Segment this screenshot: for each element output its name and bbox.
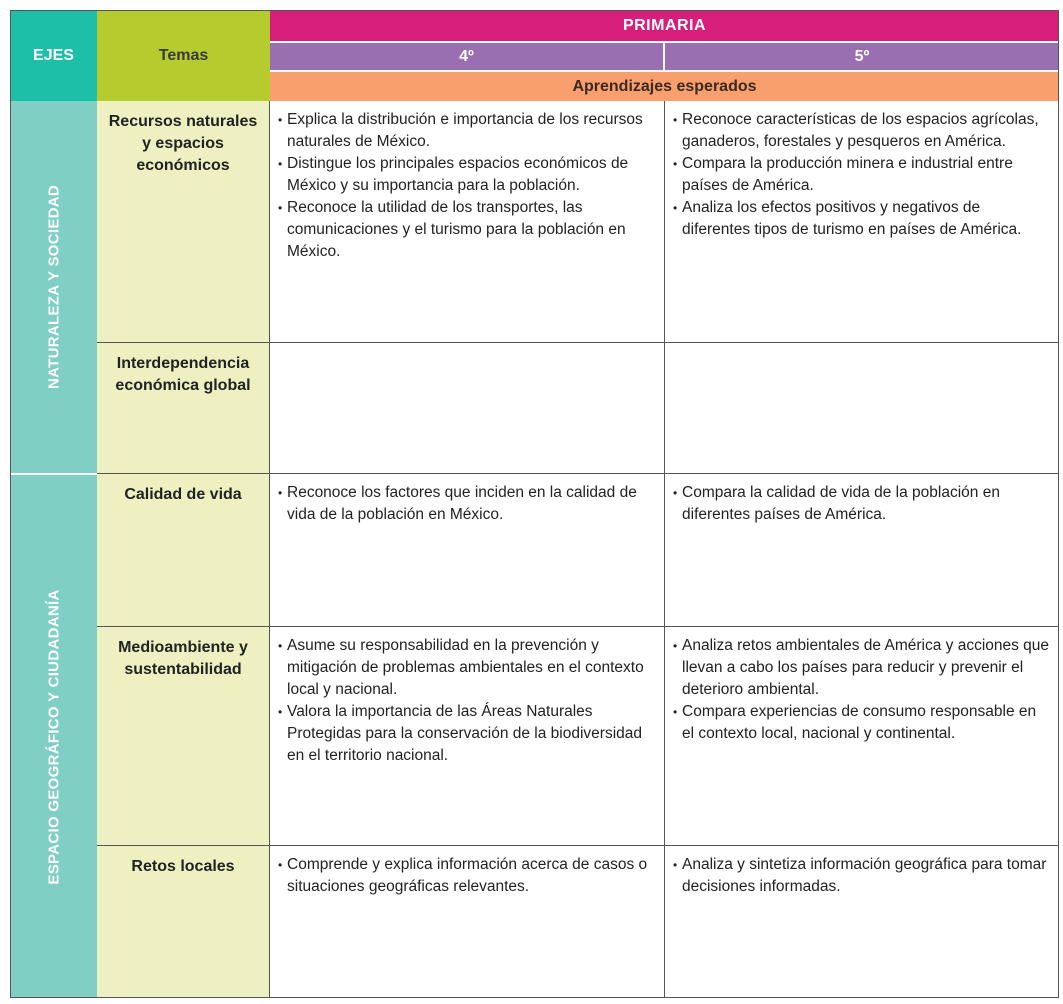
table-top-border — [10, 10, 1059, 11]
list-item: • Analiza retos ambientales de América y acciones que llevan a cabo los países para reducir y prevenir el deterioro ambiental. — [673, 635, 1050, 701]
list-item: • Asume su responsabilidad en la prevención y mitigación de problemas ambientales en el contexto local y nacional. — [278, 635, 656, 701]
list-item: • Distingue los principales espacios económicos de México y su importancia para la población. — [278, 153, 656, 197]
grade-5-cell — [665, 101, 1059, 343]
tema-label: Medioambiente y sustentabilidad — [118, 639, 248, 678]
list-item: • Compara la producción minera e industrial entre países de América. — [673, 153, 1050, 197]
list-item: • Analiza y sintetiza información geográfica para tomar decisiones informadas. — [673, 854, 1050, 898]
tema-cell — [97, 101, 270, 343]
tema-label: Recursos naturales y espacios económicos — [108, 113, 258, 174]
grade-5-cell — [665, 343, 1059, 474]
list-item: • Comprende y explica información acerca de casos o situaciones geográficas relevantes. — [278, 854, 656, 898]
table-right-border — [1058, 10, 1059, 998]
list-item: • Reconoce la utilidad de los transportes, las comunicaciones y el turismo para la población en México. — [278, 197, 656, 263]
grade-4-cell — [270, 343, 665, 474]
grade-column-divider — [664, 101, 665, 998]
tema-label: Interdependencia económica global — [115, 355, 251, 394]
tema-cell — [97, 343, 270, 474]
list-item: • Reconoce los factores que inciden en la calidad de vida de la población en México. — [278, 482, 656, 526]
primaria-header — [270, 10, 1059, 41]
eje-espacio-geografico — [10, 475, 97, 998]
temas-header — [97, 10, 270, 101]
list-item: • Explica la distribución e importancia de los recursos naturales de México. — [278, 109, 656, 153]
aprendizajes-label: Aprendizajes esperados — [572, 77, 757, 95]
tema-cell — [97, 846, 270, 998]
row-divider — [97, 626, 1059, 627]
table-left-border — [10, 10, 11, 998]
ejes-header-label: EJES — [33, 46, 74, 64]
grade-4-cell — [270, 627, 665, 846]
row-divider — [97, 473, 1059, 474]
eje-label: NATURALEZA Y SOCIEDAD — [45, 184, 62, 390]
tema-label: Calidad de vida — [124, 486, 242, 503]
grade-4-header — [270, 43, 663, 70]
primaria-label: PRIMARIA — [622, 16, 707, 34]
list-item: • Analiza los efectos positivos y negativos de diferentes tipos de turismo en países de América. — [673, 197, 1050, 241]
grade-5-label: 5º — [854, 47, 870, 65]
row-divider — [97, 342, 1059, 343]
grade-4-cell — [270, 846, 665, 998]
eje-label: ESPACIO GEOGRÁFICO Y CIUDADANÍA — [45, 588, 62, 885]
list-item: • Compara experiencias de consumo responsable en el contexto local, nacional y continental. — [673, 701, 1050, 745]
grade-5-header — [665, 43, 1059, 70]
aprendizajes-header — [270, 72, 1059, 101]
grade-4-label: 4º — [459, 47, 474, 65]
grade-4-cell — [270, 101, 665, 343]
eje-divider — [11, 473, 97, 475]
tema-label: Retos locales — [131, 858, 235, 875]
grade-5-cell — [665, 627, 1059, 846]
eje-naturaleza-sociedad — [10, 101, 97, 473]
tema-cell — [97, 627, 270, 846]
grade-4-cell — [270, 474, 665, 627]
list-item: • Compara la calidad de vida de la población en diferentes países de América. — [673, 482, 1050, 526]
table-bottom-border — [10, 997, 1059, 998]
temas-header-label: Temas — [158, 46, 209, 64]
row-divider — [97, 845, 1059, 846]
grade-5-cell — [665, 474, 1059, 627]
list-item: • Reconoce características de los espacios agrícolas, ganaderos, forestales y pesqueros en América. — [673, 109, 1050, 153]
grade-5-cell — [665, 846, 1059, 998]
list-item: • Valora la importancia de las Áreas Naturales Protegidas para la conservación de la biodiversidad en el territorio nacional. — [278, 701, 656, 767]
ejes-header — [10, 10, 97, 101]
tema-cell — [97, 474, 270, 627]
